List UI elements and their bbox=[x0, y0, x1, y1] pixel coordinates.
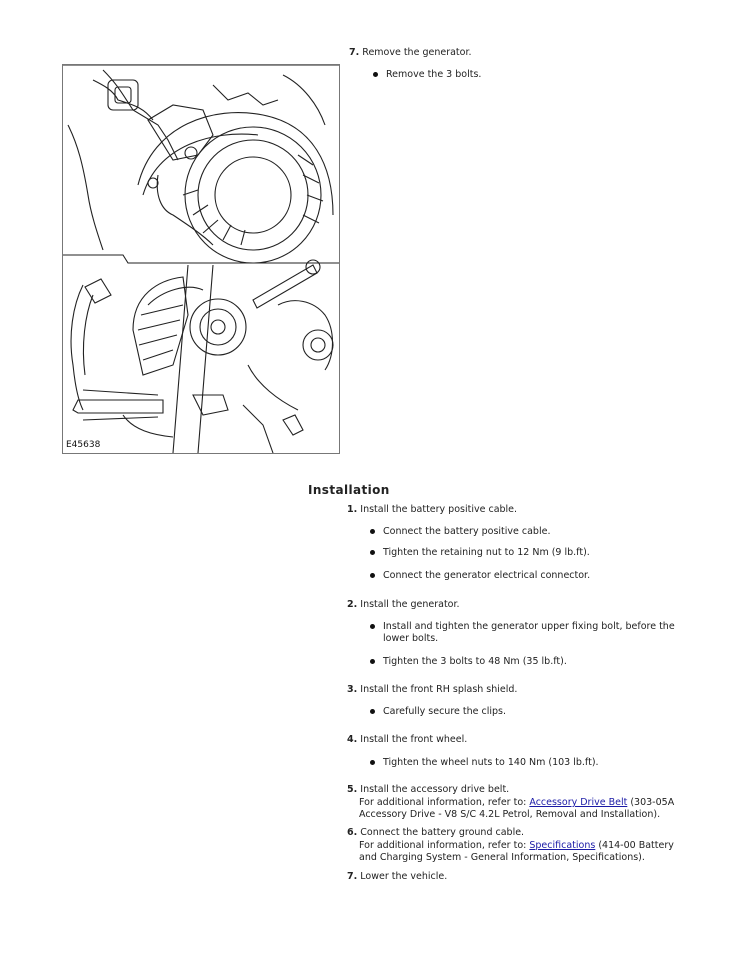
step-text: Install the battery positive cable. bbox=[360, 504, 518, 515]
bullet-text: Install and tighten the generator upper fixing bolt, before the bbox=[383, 621, 675, 632]
step-text: Connect the battery ground cable. bbox=[360, 827, 525, 838]
specifications-link[interactable]: Specifications bbox=[529, 840, 596, 851]
bullet-text: Tighten the wheel nuts to 140 Nm (103 lb.ft). bbox=[383, 757, 599, 768]
install-step-7 bbox=[347, 871, 447, 882]
bullet-text: Tighten the 3 bolts to 48 Nm (35 lb.ft). bbox=[383, 656, 567, 667]
step-text: Install the front wheel. bbox=[360, 734, 468, 745]
section-heading: Installation bbox=[308, 483, 390, 497]
reference-line-2: and Charging System - General Information, Specifications). bbox=[359, 852, 645, 863]
step-text: Lower the vehicle. bbox=[360, 871, 448, 882]
step-text: Remove the generator. bbox=[362, 47, 472, 58]
bullet-icon bbox=[370, 550, 375, 555]
install-step-2 bbox=[347, 599, 460, 610]
step-number: 4. bbox=[347, 734, 358, 745]
step-text: Install the accessory drive belt. bbox=[360, 784, 510, 795]
removal-step-7 bbox=[349, 47, 472, 58]
step-number: 6. bbox=[347, 827, 358, 838]
step-number: 2. bbox=[347, 599, 358, 610]
step-text: Install the generator. bbox=[360, 599, 460, 610]
bullet-text: Tighten the retaining nut to 12 Nm (9 lb.ft). bbox=[383, 547, 590, 558]
bullet-icon bbox=[370, 624, 375, 629]
step-number: 7. bbox=[349, 47, 360, 58]
step-number: 3. bbox=[347, 684, 358, 695]
bullet-icon bbox=[370, 573, 375, 578]
bullet-icon bbox=[370, 529, 375, 534]
reference-prefix: For additional information, refer to: bbox=[359, 840, 530, 851]
bullet-icon bbox=[373, 72, 378, 77]
accessory-drive-belt-link[interactable]: Accessory Drive Belt bbox=[529, 797, 628, 808]
bullet-text: Connect the generator electrical connector. bbox=[383, 570, 591, 581]
reference-line-2: Accessory Drive - V8 S/C 4.2L Petrol, Removal and Installation). bbox=[359, 809, 661, 820]
bullet-icon bbox=[370, 760, 375, 765]
bullet-icon bbox=[370, 659, 375, 664]
step-number: 1. bbox=[347, 504, 358, 515]
step-number: 7. bbox=[347, 871, 358, 882]
bullet-text: Carefully secure the clips. bbox=[383, 706, 506, 717]
install-step-3 bbox=[347, 684, 517, 695]
figure-reference: E45638 bbox=[66, 440, 101, 450]
reference-suffix: (303-05A bbox=[627, 797, 675, 808]
install-step-6 bbox=[347, 827, 524, 838]
install-step-1 bbox=[347, 504, 517, 515]
step-number: 5. bbox=[347, 784, 358, 795]
step-text: Install the front RH splash shield. bbox=[360, 684, 518, 695]
generator-drawing bbox=[63, 65, 339, 453]
reference-suffix: (414-00 Battery bbox=[595, 840, 674, 851]
generator-illustration bbox=[62, 64, 340, 454]
bullet-text: Remove the 3 bolts. bbox=[386, 69, 482, 80]
bullet-text-continued: lower bolts. bbox=[383, 633, 439, 644]
install-step-5 bbox=[347, 784, 509, 795]
bullet-icon bbox=[370, 709, 375, 714]
install-step-4 bbox=[347, 734, 467, 745]
bullet-text: Connect the battery positive cable. bbox=[383, 526, 551, 537]
reference-prefix: For additional information, refer to: bbox=[359, 797, 530, 808]
reference-line bbox=[359, 840, 674, 851]
reference-line bbox=[359, 797, 674, 808]
